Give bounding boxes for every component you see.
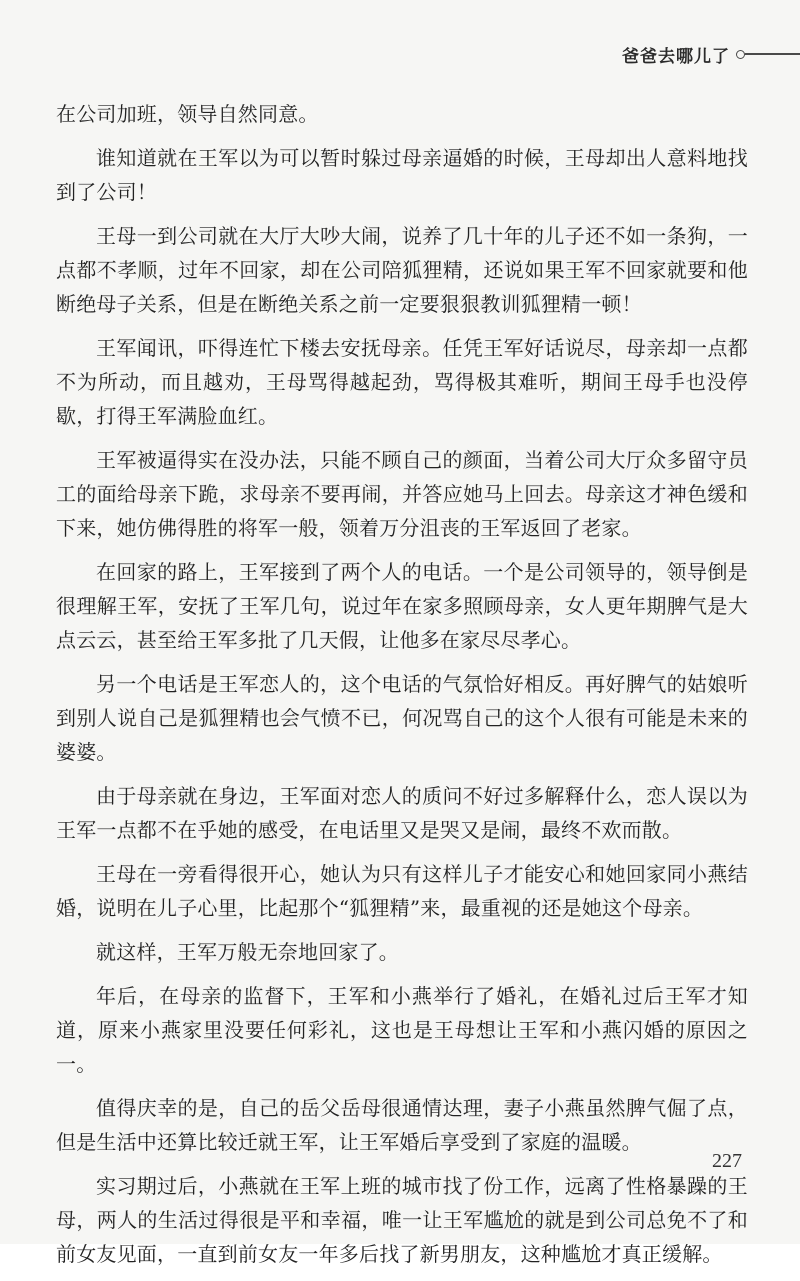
paragraph: 在回家的路上，王军接到了两个人的电话。一个是公司领导的，领导倒是很理解王军，安抚了王军几句，说过年在家多照顾母亲，女人更年期脾气是大点云云，甚至给王军多批了几天假，让他多在家尽尽孝心。 [56,560,748,652]
paragraph: 由于母亲就在身边，王军面对恋人的质问不好过多解释什么，恋人误以为王军一点都不在乎她的感受，在电话里又是哭又是闹，最终不欢而散。 [56,784,748,842]
paragraph: 在公司加班，领导自然同意。 [56,102,319,126]
paragraph: 值得庆幸的是，自己的岳父岳母很通情达理，妻子小燕虽然脾气倔了点，但是生活中还算比较迁就王军，让王军婚后享受到了家庭的温暖。 [56,1096,748,1154]
paragraph: 王母在一旁看得很开心，她认为只有这样儿子才能安心和她回家同小燕结婚，说明在儿子心里，比起那个“狐狸精”来，最重视的还是她这个母亲。 [56,862,748,920]
paragraph: 王母一到公司就在大厅大吵大闹，说养了几十年的儿子还不如一条狗，一点都不孝顺，过年不回家，却在公司陪狐狸精，还说如果王军不回家就要和他断绝母子关系，但是在断绝关系之前一定要狠狠教训狐狸精一顿！ [56,224,748,316]
paragraph: 年后，在母亲的监督下，王军和小燕举行了婚礼，在婚礼过后王军才知道，原来小燕家里没要任何彩礼，这也是王母想让王军和小燕闪婚的原因之一。 [56,984,748,1076]
paragraph: 王军被逼得实在没办法，只能不顾自己的颜面，当着公司大厅众多留守员工的面给母亲下跪，求母亲不要再闹，并答应她马上回去。母亲这才神色缓和下来，她仿佛得胜的将军一般，领着万分沮丧的王军返回了老家。 [56,448,748,540]
paragraph: 王军闻讯，吓得连忙下楼去安抚母亲。任凭王军好话说尽，母亲却一点都不为所动，而且越劝，王母骂得越起劲，骂得极其难听，期间王母手也没停歇，打得王军满脸血红。 [56,336,748,428]
running-header-title: 爸爸去哪儿了 [622,46,730,67]
circle-ornament-icon [736,50,745,59]
running-header [622,40,800,68]
paragraph: 就这样，王军万般无奈地回家了。 [96,940,399,964]
header-rule [745,53,800,54]
body-text [56,97,748,1281]
paragraph: 谁知道就在王军以为可以暂时躲过母亲逼婚的时候，王母却出人意料地找到了公司！ [56,146,748,204]
paragraph: 实习期过后，小燕就在王军上班的城市找了份工作，远离了性格暴躁的王母，两人的生活过得很是平和幸福，唯一让王军尴尬的就是到公司总免不了和前女友见面，一直到前女友一年多后找了新男朋友，这种尴尬才真正缓解。 [56,1174,748,1266]
paragraph: 另一个电话是王军恋人的，这个电话的气氛恰好相反。再好脾气的姑娘听到别人说自己是狐狸精也会气愤不已，何况骂自己的这个人很有可能是未来的婆婆。 [56,672,748,764]
page-number: 227 [712,1150,742,1172]
